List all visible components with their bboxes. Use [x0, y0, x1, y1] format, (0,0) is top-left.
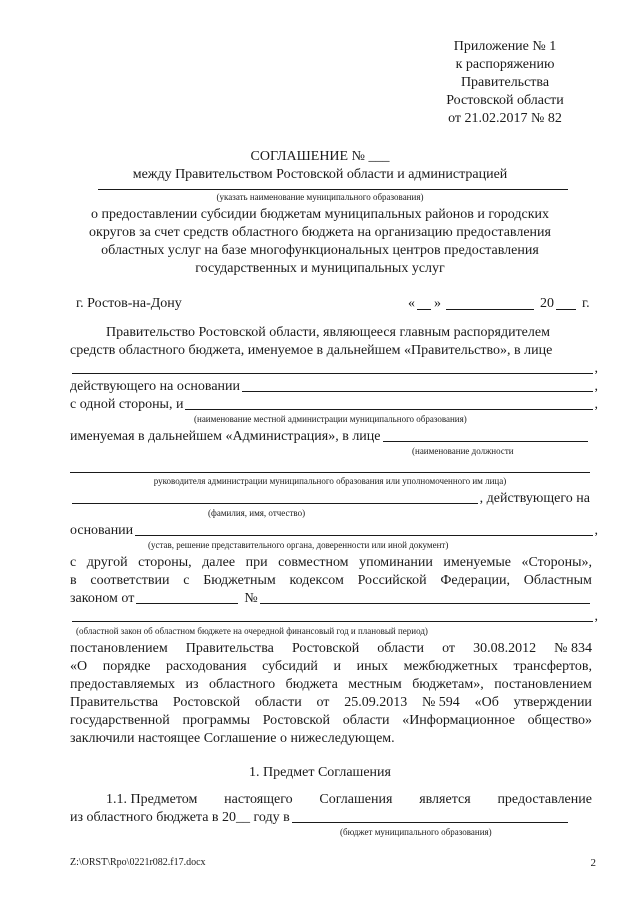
word: № 834 [554, 641, 592, 656]
year-suffix: г. [582, 296, 590, 311]
hint-budget: (бюджет муниципального образования) [340, 827, 492, 837]
word: Правительства [70, 695, 159, 710]
justified-line-j6 [70, 694, 592, 711]
quote-close: » [434, 296, 441, 311]
word: области [254, 695, 302, 710]
acting-basis-row: действующего на основании , [70, 379, 598, 394]
word: именуемые [443, 555, 511, 570]
title-hint: (указать наименование муниципального образования) [216, 192, 424, 202]
word: в [70, 573, 77, 588]
title-line-5: областных услуг на базе многофункциональных центров предоставления [101, 243, 539, 258]
word: «Стороны», [521, 555, 592, 570]
municipal-budget-field[interactable] [292, 822, 568, 823]
law-row: законом от № [70, 590, 592, 607]
section-1-line-2: из областного бюджета в 20__ году в [70, 809, 592, 826]
hint-fio: (фамилия, имя, отчество) [208, 508, 306, 518]
word: Бюджетным [203, 573, 276, 588]
fio-row: , действующего на [70, 490, 590, 507]
section-1-line-1 [106, 791, 592, 808]
appendix-line-1: Приложение № 1 [453, 39, 557, 54]
word: межбюджетных [403, 659, 498, 674]
basis-row: основании , [70, 523, 598, 538]
justified-line-j1 [70, 554, 592, 571]
fio-field[interactable] [72, 503, 478, 504]
hint-law: (областной закон об областном бюджете на очередной финансовый год и плановый период) [76, 626, 428, 636]
year-prefix: 20 [540, 296, 554, 311]
named-admin-row: именуемая в дальнейшем «Администрация», в лице [70, 428, 590, 445]
word: Ростовской [262, 713, 330, 728]
law-name-field[interactable] [72, 621, 593, 622]
word: областного [208, 677, 276, 692]
word: общество» [527, 713, 592, 728]
body-last-line: заключили настоящее Соглашение о нижеследующем. [70, 731, 395, 746]
word: предоставляемых [70, 677, 176, 692]
basis-document-field[interactable] [135, 535, 592, 536]
city-label: г. Ростов-на-Дону [76, 296, 182, 311]
word: с [70, 555, 77, 570]
word: стороны, [138, 555, 192, 570]
word: трансфертов, [513, 659, 592, 674]
one-side-row: с одной стороны, и , [70, 397, 598, 412]
word: «О [70, 659, 88, 674]
word: бюджетам», [412, 677, 484, 692]
word: постановлением [70, 641, 168, 656]
word: Ростовской [291, 641, 360, 656]
word: кодексом [289, 573, 344, 588]
word: бюджета [285, 677, 338, 692]
word: является [419, 792, 471, 807]
word: Российской [357, 573, 427, 588]
word: № 594 [421, 695, 460, 710]
title-line-6: государственных и муниципальных услуг [195, 261, 445, 276]
word: другой [86, 555, 128, 570]
word: Ростовской [172, 695, 241, 710]
word: Соглашения [319, 792, 393, 807]
year-field[interactable] [556, 309, 576, 310]
justified-line-j3 [70, 640, 592, 657]
word: постановлением [494, 677, 592, 692]
head-position-field[interactable] [383, 441, 588, 442]
word: иных [356, 659, 388, 674]
word: от [316, 695, 330, 710]
head-position-field-2[interactable] [70, 472, 590, 473]
law-name-row: , [70, 608, 598, 625]
word: совместном [278, 555, 349, 570]
appendix-line-2: к распоряжению [455, 57, 555, 72]
section-1-heading: 1. Предмет Соглашения [249, 765, 391, 780]
word: Федерации, [440, 573, 510, 588]
justified-line-j2 [70, 572, 592, 589]
municipality-name-field[interactable] [98, 189, 568, 190]
month-field[interactable] [446, 309, 534, 310]
word: соответствии [90, 573, 170, 588]
title-line-2: между Правительством Ростовской области и администрацией [132, 167, 508, 182]
word: настоящего [224, 792, 293, 807]
hint-head: руководителя администрации муниципального образования или уполномоченного им лица) [153, 476, 507, 486]
word: «Информационное [402, 713, 515, 728]
word: упоминании [359, 555, 433, 570]
justified-line-j7 [70, 712, 592, 729]
word: далее [202, 555, 236, 570]
acting-basis-field[interactable] [242, 391, 592, 392]
appendix-line-4: Ростовской области [446, 93, 564, 108]
word: области [377, 641, 425, 656]
justified-line-j4 [70, 658, 592, 675]
word: 25.09.2013 [344, 695, 408, 710]
page-number: 2 [590, 857, 596, 869]
word: порядке [102, 659, 151, 674]
word: 30.08.2012 [473, 641, 537, 656]
word: при [245, 555, 268, 570]
word: 1.1. Предметом [106, 792, 198, 807]
word: Правительства [185, 641, 274, 656]
paragraph-1-line-1: Правительство Ростовской области, являющееся главным распорядителем [106, 325, 550, 340]
word: расходования [166, 659, 247, 674]
law-number-field[interactable] [260, 603, 590, 604]
word: государственной [70, 713, 170, 728]
word: с [183, 573, 190, 588]
appendix-line-3: Правительства [460, 75, 550, 90]
word: от [442, 641, 456, 656]
word: предоставление [497, 792, 592, 807]
footer-file-path: Z:\ORST\Rpo\0221r082.f17.docx [70, 857, 206, 868]
title-line-4: округов за счет средств областного бюджета на организацию предоставления [89, 225, 551, 240]
hint-position: (наименование должности [412, 446, 514, 456]
hint-admin-name: (наименование местной администрации муниципального образования) [194, 414, 467, 424]
word: Областным [523, 573, 592, 588]
hint-charter: (устав, решение представительного органа, доверенности или иной документ) [148, 540, 449, 550]
day-field[interactable] [417, 309, 431, 310]
representative-row: , [70, 360, 598, 377]
quote-open: « [408, 296, 415, 311]
paragraph-1-line-2: средств областного бюджета, именуемое в дальнейшем «Правительство», в лице [70, 343, 553, 358]
appendix-line-5: от 21.02.2017 № 82 [448, 111, 562, 126]
word: из [185, 677, 199, 692]
word: местным [348, 677, 402, 692]
word: «Об [474, 695, 499, 710]
word: и [333, 659, 342, 674]
title-line-3: о предоставлении субсидии бюджетам муниципальных районов и городских [90, 207, 549, 222]
word: утверждении [513, 695, 592, 710]
word: области [342, 713, 390, 728]
administration-name-field[interactable] [185, 409, 592, 410]
representative-field[interactable] [72, 373, 593, 374]
justified-line-j5 [70, 676, 592, 693]
word: программы [182, 713, 251, 728]
word: субсидий [262, 659, 318, 674]
law-date-field[interactable] [136, 603, 238, 604]
title-line-1: СОГЛАШЕНИЕ № ___ [250, 149, 390, 164]
